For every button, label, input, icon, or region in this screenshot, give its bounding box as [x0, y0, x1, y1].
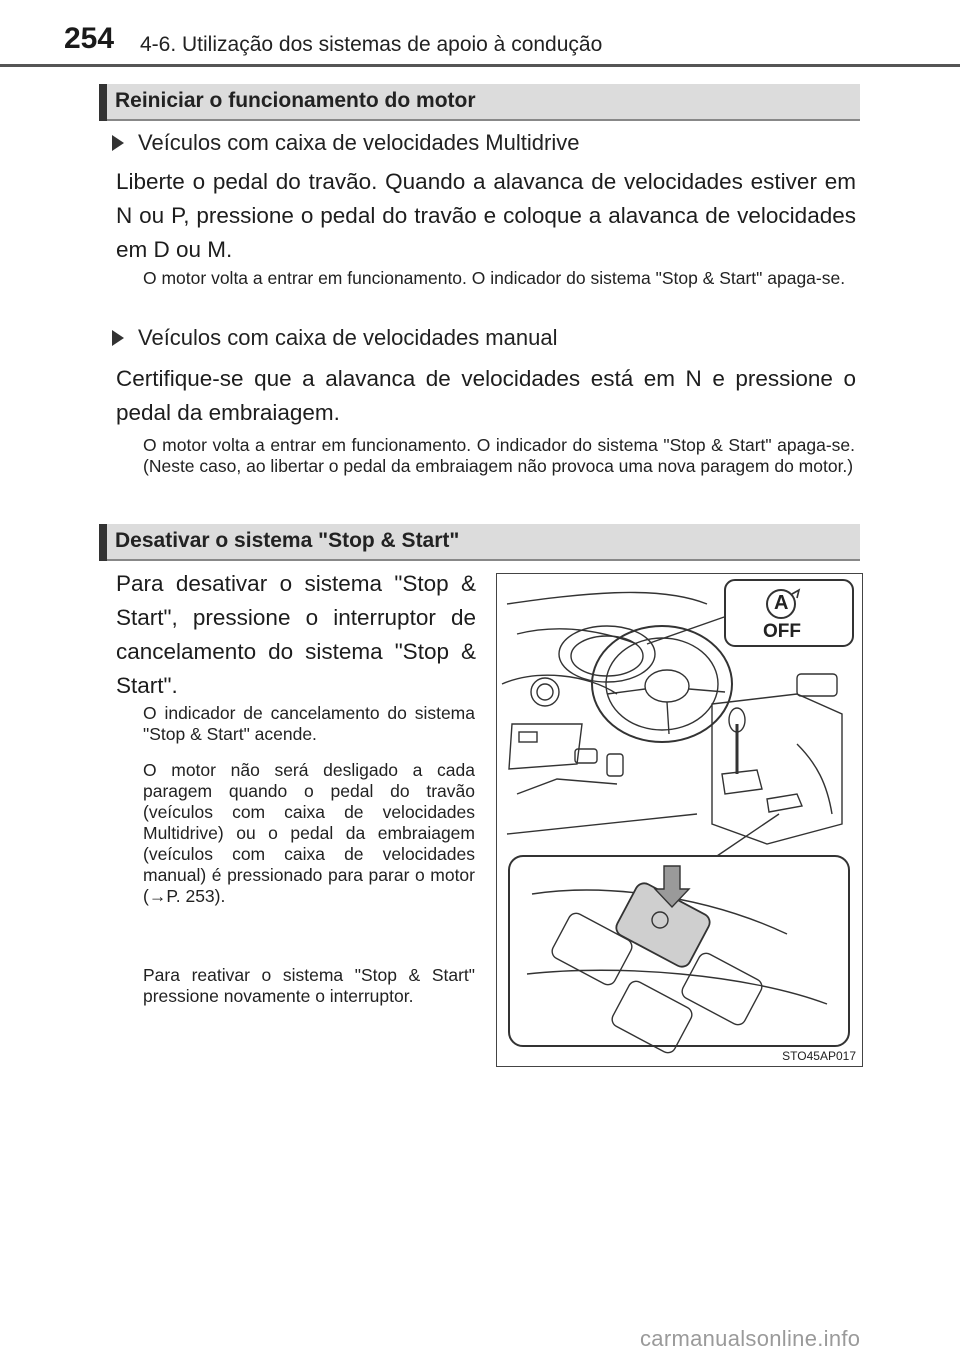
- instruction-manual: Certifique-se que a alavanca de velocidades está em N e pressione o pedal da embraiagem.: [116, 366, 856, 425]
- subheading-text: Veículos com caixa de velocidades Multidrive: [138, 130, 580, 155]
- watermark: carmanualsonline.info: [640, 1326, 861, 1351]
- dashboard-illustration: [496, 573, 863, 1067]
- dashboard-drawing: [497, 574, 862, 1066]
- triangle-bullet-icon: [112, 330, 124, 346]
- switch-letter: A: [774, 592, 789, 614]
- header-divider: [0, 64, 960, 67]
- note-manual: O motor volta a entrar em funcionamento. O indicador do sistema "Stop & Start" apaga-se. (Neste caso, ao libertar o pedal da embraiagem não provoca uma nova paragem do motor.): [143, 435, 855, 476]
- page-number: 254: [64, 22, 115, 55]
- figure-code: STO45AP017: [782, 1049, 856, 1063]
- section-title: Reiniciar o funcionamento do motor: [115, 89, 476, 112]
- subheading-multidrive: [112, 130, 579, 156]
- instruction-multidrive: Liberte o pedal do travão. Quando a alavanca de velocidades estiver em N ou P, pressione o pedal do travão e coloque a alavanca de velocidades em D ou M.: [116, 169, 856, 262]
- chapter-title: 4-6. Utilização dos sistemas de apoio à condução: [140, 33, 603, 56]
- section-title: Desativar o sistema "Stop & Start": [115, 529, 460, 552]
- section-accent: [99, 524, 107, 561]
- section-heading-restart: [99, 84, 860, 121]
- note-reactivate: Para reativar o sistema "Stop & Start" pressione novamente o interruptor.: [143, 965, 475, 1006]
- note-engine: O motor não será desligado a cada paragem quando o pedal do travão (veículos com caixa de velocidades Multidrive) ou o pedal da embraiagem (veículos com caixa de velocidades manual) é pressionado para parar o motor (→P. 253).: [143, 760, 475, 906]
- subheading-text: Veículos com caixa de velocidades manual: [138, 325, 558, 350]
- switch-off-label: OFF: [763, 621, 801, 642]
- section-accent: [99, 84, 107, 121]
- note-multidrive: O motor volta a entrar em funcionamento. O indicador do sistema "Stop & Start" apaga-se.: [143, 268, 846, 288]
- note-indicator: O indicador de cancelamento do sistema "Stop & Start" acende.: [143, 703, 475, 744]
- subheading-manual: [112, 325, 557, 351]
- triangle-bullet-icon: [112, 135, 124, 151]
- instruction-disable: Para desativar o sistema "Stop & Start", pressione o interruptor de cancelamento do sistema "Stop & Start".: [116, 571, 476, 698]
- section-heading-disable: [99, 524, 860, 561]
